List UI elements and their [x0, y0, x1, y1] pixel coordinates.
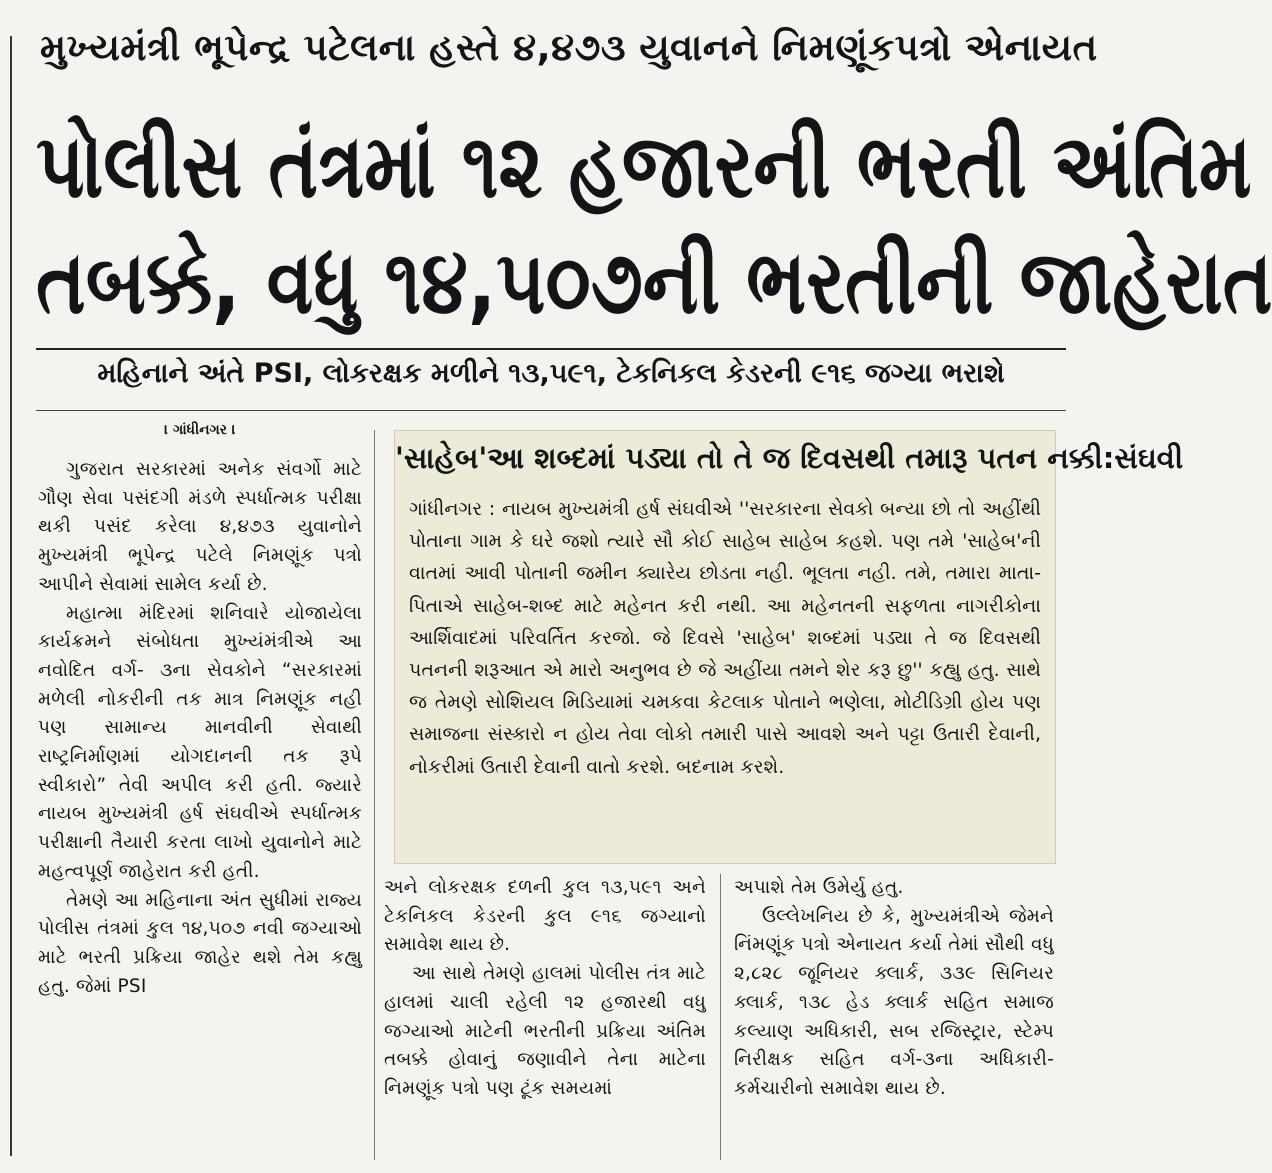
headline-divider — [36, 348, 1066, 350]
kicker-headline: મુખ્યમંત્રી ભૂપેન્દ્ર પટેલના હસ્તે ૪,૪૭૩ યુવાનને નિમણૂંકપત્રો એનાયત — [40, 26, 1098, 69]
main-headline-line-2: તબક્કે, વધુ ૧૪,૫૦૭ની ભરતીની જાહેરાત — [36, 229, 1272, 334]
paragraph: અપાશે તેમ ઉમેર્યુ હતુ. — [734, 877, 904, 898]
article-column-3 — [734, 874, 1054, 1104]
sidebar-quote-box — [394, 430, 1184, 864]
paragraph: આ સાથે તેમણે હાલમાં પોલીસ તંત્ર માટે હાલમાં ચાલી રહેલી ૧૨ હજારથી વધુ જગ્યાઓ માટેની ભરતીની પ્રક્રિયા અંતિમ તબક્કે હોવાનું જણાવીને તેના માટેના નિમણૂંક પત્રો પણ ટૂંક સમયમાં — [384, 963, 706, 1099]
main-headline-line-1: પોલીસ તંત્રમાં ૧૨ હજારની ભરતી અંતિમ — [36, 113, 1252, 218]
paragraph: તેમણે આ મહિનાના અંત સુધીમાં રાજ્ય પોલીસ તંત્રમાં કુલ ૧૪,૫૦૭ નવી જગ્યાઓ માટે ભરતી પ્રક્રિયા જાહેર થશે તેમ કહ્યુ હતુ. જેમાં PSI — [38, 889, 362, 997]
sidebar-title: 'સાહેબ'આ શબ્દમાં પડ્યા તો તે જ દિવસથી તમારૂ પતન નક્કી:સંઘવી — [395, 441, 1184, 475]
paragraph: મહાત્મા મંદિરમાં શનિવારે યોજાયેલા કાર્યક્રમને સંબોધતા મુખ્યંમંત્રીએ આ નવોદિત વર્ગ- ૩ના સેવકોને “સરકારમાં મળેલી નોકરીની તક માત્ર નિમણૂંક નહી પણ સામાન્ય માનવીની સેવાથી રાષ્ટ્રનિર્માણમાં યોગદાનની તક રૂપે સ્વીકારો” તેવી અપીલ કરી હતી. જ્યારે નાયબ મુખ્યમંત્રી હર્ષ સંઘવીએ સ્પર્ધાત્મક પરીક્ષાની તૈયારી કરતા લાખો યુવાનોને માટે મહત્વપૂર્ણ જાહેરાત કરી હતી. — [38, 602, 362, 882]
subheadline: મહિનાને અંતે PSI, લોકરક્ષક મળીને ૧૩,૫૯૧, ટેકનિકલ કેડરની ૯૧૬ જગ્યા ભરાશે — [97, 358, 1005, 389]
article-column-2 — [384, 874, 706, 1104]
sidebar-body: ગાંધીનગર : નાયબ મુખ્યમંત્રી હર્ષ સંઘવીએ ''સરકારના સેવકો બન્યા છો તો અહીંથી પોતાના ગામ કે ઘરે જશો ત્યારે સૌ કોઈ સાહેબ સાહેબ કહશે. પણ તમે 'સાહેબ'ની વાતમાં આવી પોતાની જમીન ક્યારેય છોડતા નહી. ભૂલતા નહી. તમે, તમારા માતા-પિતાએ સાહેબ-શબ્દ માટે મહેનત કરી નથી. આ મહેનતની સફળતા નાગરીકોના આર્શિવાદમાં પરિવર્તિત કરજો. જે દિવસે 'સાહેબ' શબ્દમાં પડ્યા તે જ દિવસથી પતનની શરૂઆત એ મારો અનુભવ છે જે અહીંયા તમને શેર કરૂ છુ'' કહ્યુ હતુ. સાથે જ તેમણે સોશિયલ મિડિયામાં ચમકવા કેટલાક પોતાને ભણેલા, મોટીડિગ્રી હોય પણ સમાજના સંસ્કારો ન હોય તેવા લોકો તમારી પાસે આવશે અને પટ્ટા ઉતારી દેવાની, નોકરીમાં ઉતારી દેવાની વાતો કરશે. બદનામ કરશે. — [409, 498, 1041, 778]
column-divider-2 — [720, 874, 721, 1160]
paragraph: અને લોકરક્ષક દળની કુલ ૧૩,૫૯૧ અને ટેકનિકલ કેડરની કુલ ૯૧૬ જગ્યાનો સમાવેશ થાય છે. — [384, 877, 706, 956]
column-divider-1 — [374, 430, 375, 1160]
subheadline-divider — [36, 410, 1066, 411]
page-edge-rule — [10, 36, 12, 1156]
paragraph: ઉલ્લેખનિય છે કે, મુખ્યમંત્રીએ જેમને નિંમણૂંક પત્રો એનાયત કર્યા તેમાં સૌથી વધુ ૨,૮૨૮ જૂનિયર ક્લાર્ક, ૩૩૯ સિનિયર ક્લાર્ક, ૧૩૮ હેડ ક્લાર્ક સહિત સમાજ કલ્યાણ અધિકારી, સબ રજિસ્ટ્રાર, સ્ટેમ્પ નિરીક્ષક સહિત વર્ગ-૩ના અધિકારી-કર્મચારીનો સમાવેશ થાય છે. — [734, 905, 1054, 1099]
dateline: । ગાંધીનગર । — [164, 422, 236, 438]
article-column-1 — [38, 456, 362, 1001]
paragraph: ગુજરાત સરકારમાં અનેક સંવર્ગો માટે ગૌણ સેવા પસંદગી મંડળે સ્પર્ધાત્મક પરીક્ષા થકી પસંદ કરેલા ૪,૪૭૩ યુવાનોને મુખ્યમંત્રી ભૂપેન્દ્ર પટેલે નિમણૂંક પત્રો આપીને સેવામાં સામેલ કર્યા છે. — [38, 459, 362, 595]
